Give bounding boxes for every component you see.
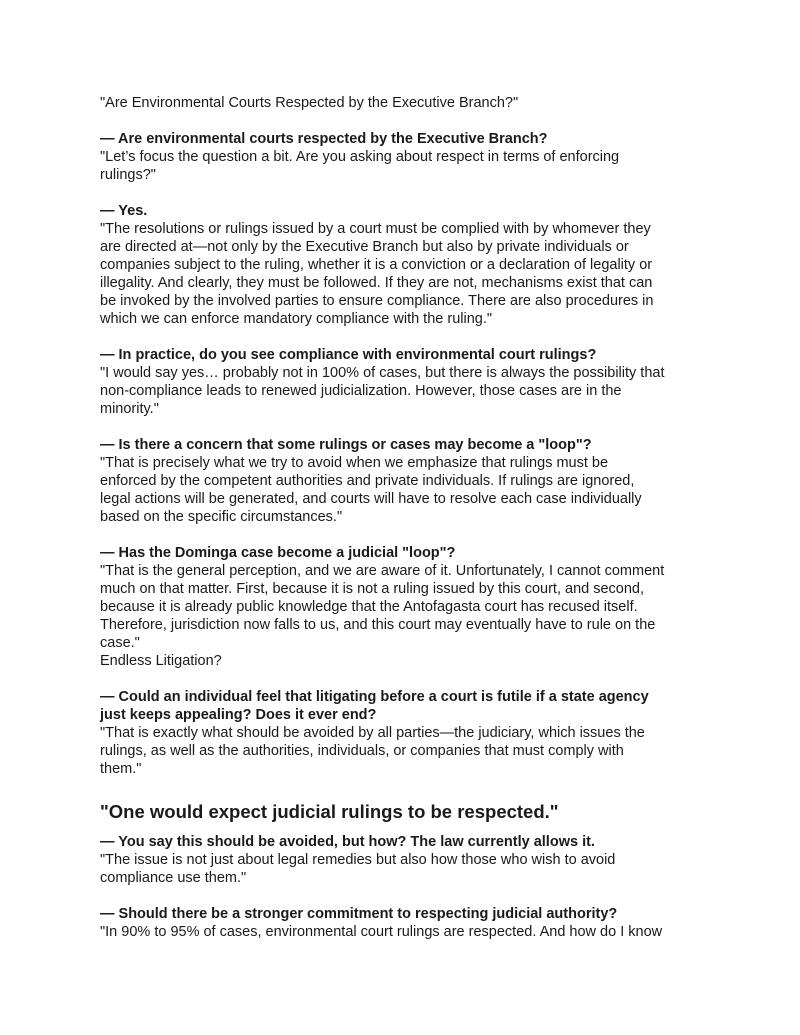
section-heading: "One would expect judicial rulings to be respected."	[100, 801, 559, 822]
answer-line: minority."	[100, 401, 159, 417]
question: — Could an individual feel that litigating before a court is futile if a state agency	[100, 689, 649, 705]
answer-line: them."	[100, 761, 142, 777]
answer-line: "Let’s focus the question a bit. Are you asking about respect in terms of enforcing	[100, 149, 620, 165]
question: — Are environmental courts respected by the Executive Branch?	[100, 131, 548, 147]
qa-block	[100, 130, 706, 184]
qa-block	[100, 544, 706, 670]
answer-line: because it is already public knowledge that the Antofagasta court has recused itself.	[100, 599, 638, 615]
document-title: "Are Environmental Courts Respected by the Executive Branch?"	[100, 95, 519, 111]
answer-line: are directed at—not only by the Executive Branch but also by private individuals or	[100, 239, 629, 255]
answer-line: compliance use them."	[100, 870, 247, 886]
question: — Is there a concern that some rulings or cases may become a "loop"?	[100, 437, 592, 453]
answer-line: based on the specific circumstances."	[100, 509, 343, 525]
answer-line: rulings, as well as the authorities, individuals, or companies that must comply with	[100, 743, 624, 759]
answer-line: "That is exactly what should be avoided by all parties—the judiciary, which issues the	[100, 725, 645, 741]
answer-line: Therefore, jurisdiction now falls to us, and this court may eventually have to rule on the	[100, 617, 656, 633]
question: — Has the Dominga case become a judicial "loop"?	[100, 545, 456, 561]
answer-line: "In 90% to 95% of cases, environmental court rulings are respected. And how do I know	[100, 924, 663, 940]
question: — In practice, do you see compliance with environmental court rulings?	[100, 347, 597, 363]
answer-line: "That is the general perception, and we are aware of it. Unfortunately, I cannot comment	[100, 563, 665, 579]
qa-block	[100, 202, 706, 328]
answer-line: "The resolutions or rulings issued by a court must be complied with by whomever they	[100, 221, 651, 237]
answer-line: be invoked by the involved parties to ensure compliance. There are also procedures in	[100, 293, 654, 309]
answer-line: rulings?"	[100, 167, 156, 183]
answer-line: "I would say yes… probably not in 100% of cases, but there is always the possibility that	[100, 365, 665, 381]
answer-line: much on that matter. First, because it is not a ruling issued by this court, and second,	[100, 581, 645, 597]
answer-line: illegality. And clearly, they must be followed. If they are not, mechanisms exist that can	[100, 275, 653, 291]
answer-line: legal actions will be generated, and courts will have to resolve each case individually	[100, 491, 642, 507]
qa-block	[100, 688, 706, 778]
qa-block	[100, 833, 706, 887]
document-page	[100, 94, 706, 941]
answer-line: non-compliance leads to renewed judicialization. However, those cases are in the	[100, 383, 622, 399]
answer-line: "That is precisely what we try to avoid when we emphasize that rulings must be	[100, 455, 609, 471]
question: — You say this should be avoided, but how? The law currently allows it.	[100, 834, 595, 850]
question: — Yes.	[100, 203, 148, 219]
question: — Should there be a stronger commitment to respecting judicial authority?	[100, 906, 618, 922]
qa-block	[100, 436, 706, 526]
qa-block	[100, 346, 706, 418]
qa-block	[100, 905, 706, 941]
subheading-endless-litigation: Endless Litigation?	[100, 653, 222, 669]
answer-line: enforced by the competent authorities and private individuals. If rulings are ignored,	[100, 473, 635, 489]
answer-line: companies subject to the ruling, whether it is a conviction or a declaration of legality or	[100, 257, 653, 273]
question: just keeps appealing? Does it ever end?	[100, 707, 377, 723]
answer-line: case."	[100, 635, 140, 651]
answer-line: which we can enforce mandatory compliance with the ruling."	[100, 311, 493, 327]
answer-line: "The issue is not just about legal remedies but also how those who wish to avoid	[100, 852, 616, 868]
